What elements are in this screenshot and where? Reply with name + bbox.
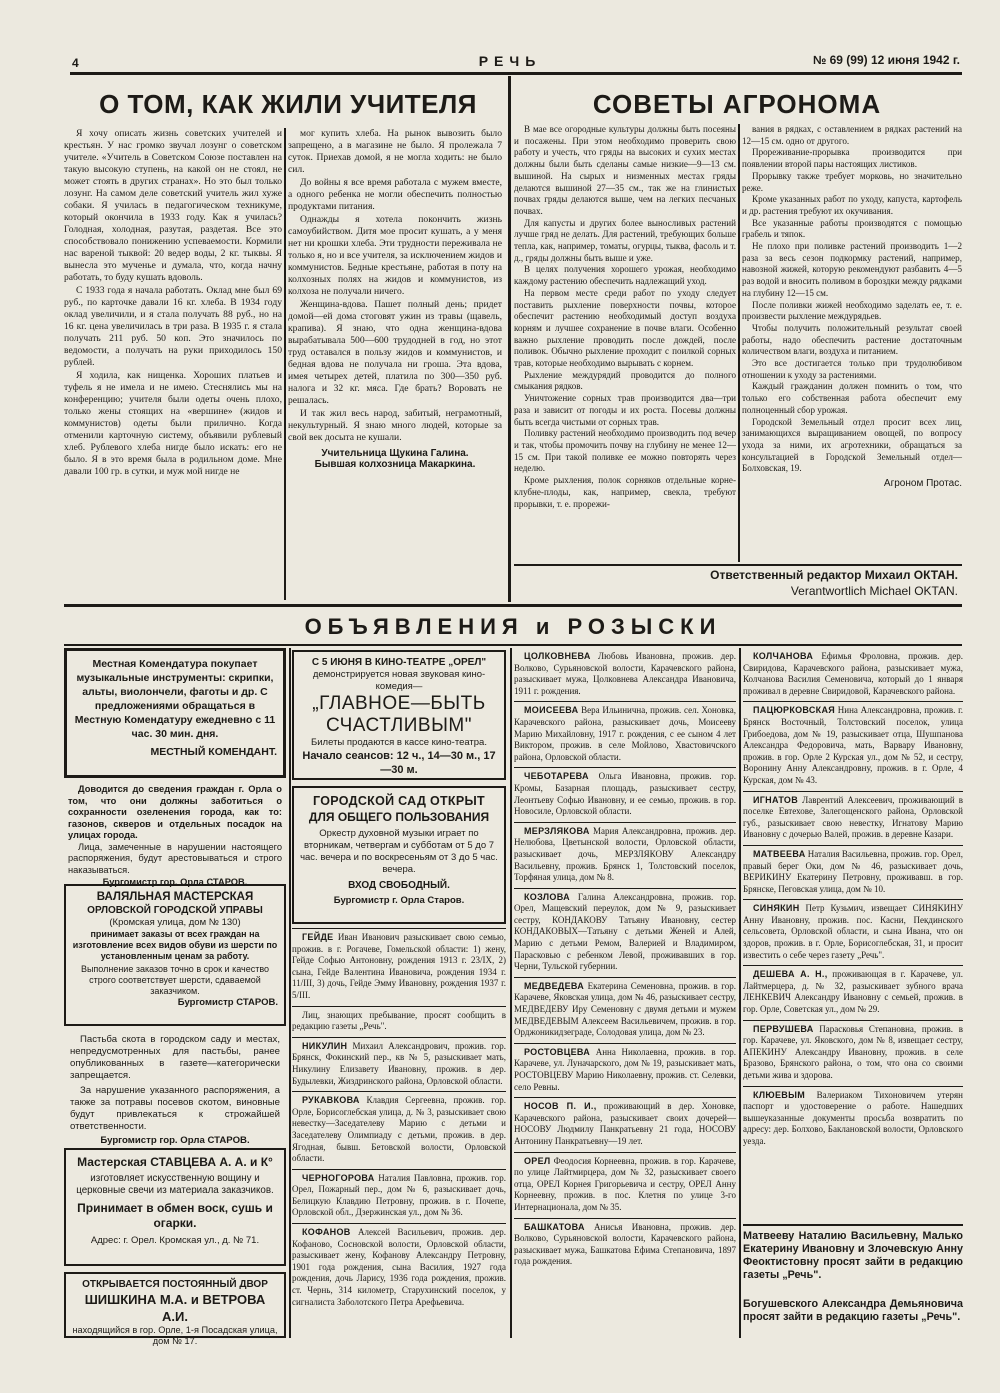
paragraph: вания в рядках, с оставлением в рядках растений на 12—15 см. одно от другого. (742, 124, 962, 146)
entry-name: ОРЕЛ (524, 1155, 551, 1166)
sad-ad (292, 786, 506, 924)
ad-signature: МЕСТНЫЙ КОМЕНДАНТ. (150, 746, 277, 758)
ad-title: ДЛЯ ОБЩЕГО ПОЛЬЗОВАНИЯ (308, 810, 490, 824)
entry-text: Любовь Ивановна, прожив. дер. Волково, Сурьяновской волости, Карачевского района, разыскивает мужа, Цолковнева Александра Ивановича, 1911 г. рождения. (514, 651, 736, 696)
ad-address: Адрес: г. Орел. Кромская ул., д. № 71. (90, 1235, 260, 1246)
ad-address: находящийся в гор. Орле, 1-я Посадская улица, дом № 17. (72, 1325, 278, 1346)
entry-name: ПАЦЮРКОВСКАЯ (753, 705, 836, 716)
entry-name: МОИСЕЕВА (524, 705, 579, 716)
notice-signature: Бургомистр гор. Орла СТАРОВ. (102, 877, 248, 887)
search-entry (292, 1038, 506, 1092)
entry-name: ЦОЛКОВНЕВА (524, 651, 591, 661)
ad-title: ШИШКИНА М.А. и ВЕТРОВА А.И. (84, 1292, 266, 1324)
ad-title: ГОРОДСКОЙ САД ОТКРЫТ (313, 794, 485, 808)
stavtsev-ad (64, 1148, 286, 1266)
entry-name: МЕДВЕДЕВА (524, 980, 585, 991)
call-to-redaction-2: Богушевского Александра Демьяновича просят зайти в редакцию газеты „Речь". (743, 1298, 963, 1323)
search-entry (514, 1219, 736, 1272)
entry-text: Мария Александровна, прожив. дер. Нелюбова, Цветынской волости, Орловской области, разыскивает дочь, МЕРЗЛЯКОВУ Александру Васильевну, прожив. Брянск 1, Толстовский поселок, Торфяная улица, дом № 8. (514, 825, 737, 883)
ad-text: демонстрируется новая звуковая кино-комедия— (312, 669, 486, 692)
entry-text: Нина Александровна, прожив. г. Брянск Восточный, Толстовский поселок, улица Грибоедова, дом № 19, разыскивает отца, Шушпанова Александра Федоровича, мать, Варвару Ивановну, прожив. в гор. Орле 2 Курская ул., дом № 52, и сестру, Воронину Анну Александровну, прожив. в г. Орле, 4 Курская, дом № 43. (743, 705, 964, 785)
article2-col1 (514, 124, 736, 564)
entry-text: Валериаком Тихоновичем утерян паспорт и удостоверение о работе. Нашедших вышеуказанные документы просьба возвратить по адресу: дер. Болхово, Баклановской волости, Орловского уезда. (743, 1089, 964, 1146)
signature: Агроном Протас. (883, 478, 962, 490)
paragraph: На первом месте среди работ по уходу следует поставить рыхление поверхности почвы, которое обеспечит растению необходимый доступ воздуха корням и лучшее сохранение в почве влаги. Особенно важно рыхление проводить после дождей, после поливок. Обычно рыхление проходит с поилкой сорных трав, которые необходимо вырывать с корнем. (514, 287, 736, 369)
entry-name: КОЗЛОВА (524, 891, 570, 902)
paragraph: И так жил весь народ, забитый, неграмотный, некультурный. Я знаю много людей, которые за свой век досыта не кушали. (288, 408, 502, 443)
search-entry (292, 1092, 506, 1170)
search-entry (743, 900, 963, 966)
notice-signature: Бургомистр гор. Орла СТАРОВ. (100, 1135, 250, 1146)
entry-name: ПЕРВУШЕВА (753, 1023, 814, 1034)
paragraph: Я ходила, как нищенка. Хороших платьев и туфель я не имела и не имею. Стеснялись мы на конференцию; учителя были одеты очень плохо, только жены стоящих на «вершине» (жидов и коммунистов) одеты были прилично. Когда отменили карточную систему, объявили рублевый хлеб. Рублевого хлеба нигде было искать: его не было. Я в это время была в родильном доме. Мне давали 100 гр. в сутки, и муж мой нигде не (64, 370, 282, 477)
page-number: 4 (72, 56, 79, 70)
paragraph: Кроме рыхления, полок сорняков отдельные корне-клубне-плоды, как, например, свекла, требуют прорывки, т. е. прорежи- (514, 475, 736, 509)
ad-text: Начало сеансов: 12 ч., 14—30 м., 17—30 м. (302, 750, 496, 776)
editor-name: Ответственный редактор Михаил ОКТАН. (710, 568, 958, 582)
entry-text: Наталия Павловна, прожив. гор. Орел, Пожарный пер., дом № 6, разыскивает дочь, Белицкую Клавдию Петровну, прожив. в г. Почепе, Орловской обл., Дзержинская ул., дом № 36. (292, 1172, 506, 1218)
paragraph: Все указанные работы производятся с помощью грабель и тяпок. (742, 217, 962, 240)
search-entry (292, 1224, 506, 1312)
paragraph: Кроме указанных работ по уходу, капуста, картофель и др. растения требуют их окучивания. (742, 194, 962, 216)
komendatura-ad (64, 648, 286, 778)
column-rule (510, 648, 512, 1338)
notice-text: За нарушение указанного распоряжения, а также за потравы посевов скотом, виновные будут привлекаться к строжайшей ответственности. (70, 1085, 280, 1132)
search-entry (292, 1007, 506, 1038)
entry-text: Михаил Александрович, прожив. гор. Брянск, Фокинский пер., кв № 5, разыскивает мать, Никулину Елизавету Ивановну, прожив. в дер. Будылевки, Жиздринского района, Орловской области. (292, 1040, 506, 1086)
column-rule (738, 124, 740, 562)
section-rule (743, 1224, 963, 1226)
entry-name: НИКУЛИН (302, 1040, 348, 1051)
column-rule (284, 128, 286, 600)
ad-text: изготовляет искусственную вощину и церковные свечи из материала заказчиков. (76, 1173, 274, 1196)
entry-text: Алексей Васильевич, прожив. дер. Кофаново, Сосновской волости, Орловской области, разыскивает жену, Кофанову Александру Петровну, 1901 года рождения, сына Василия, 1927 года рождения, дочь Ларису, 1936 года рождения, прожив. ст. Чернь, 314 километр, Старухинский поселок, у сигналиста Заболотского Петра Арефьевича. (292, 1227, 506, 1307)
search-entry (743, 792, 963, 846)
ad-text: Выполнение заказов точно в срок и качество строго соответствует шерсти, сдаваемой заказчиком. (80, 964, 270, 996)
searches-col3 (514, 648, 736, 1338)
dvor-ad (64, 1272, 286, 1346)
valyal-ad (64, 884, 286, 1026)
paper-title: РЕЧЬ (478, 53, 542, 69)
notice-grazing (64, 1034, 286, 1146)
article1-title: О ТОМ, КАК ЖИЛИ УЧИТЕЛЯ (99, 89, 477, 119)
film-title: „ГЛАВНОЕ—БЫТЬ (312, 693, 486, 714)
signature: Учительница Щукина Галина. (321, 448, 469, 459)
paragraph: Чтобы получить положительный результат своей работы, надо обеспечить растение достаточным количеством влаги, воздуха и питанием. (742, 322, 962, 357)
ad-text: Билеты продаются в кассе кино-театра. (311, 737, 487, 748)
entry-text: Екатерина Семеновна, прожив. в гор. Карачеве, Яковская улица, дом № 46, разыскивает сестру, МЕДВЕДЕВУ Иру Семеновну с двумя детьми и мужем МЕДВЕДЕВЫМ Алексеем Васильевичем, прожив. в гор. Орджоникидзеграде, Солодовая улица, дом № 23. (514, 980, 737, 1038)
ad-text: ВХОД СВОБОДНЫЙ. (348, 880, 450, 891)
ad-text: Местная Комендатура покупает музыкальные инструменты: скрипки, альты, виолончели, фаготы и др. С предложениями обращаться в Местную Комендатуру ежедневно с 11 час. 30 мин. дня. (74, 658, 276, 740)
entry-text: Парасковья Степановна, прожив. в гор. Карачеве, ул. Яковского, дом № 8, извещает сестру, АПЕКИНУ Александру Ивановну, прожив. в селе Бразово, Брянского района, о том, что она со своими детьми жива и здорова. (743, 1023, 963, 1080)
entry-text: Галина Александровна, прожив. гор. Орел, Мащевский переулок, дом № 9, разыскивает сестру, КОНДАКОВУ Татьяну Ивановну, сестер КОНДАКОВЫХ—Татьяну с детьми Женей и Алей, Марию с детьми Ремом, Валерией и Владимиром, Парасковью с ребенком Левой, проживавших в гор. Черни, Тульской губернии. (514, 891, 736, 972)
notice-greenery (64, 784, 286, 887)
search-entry (514, 1153, 736, 1219)
paragraph: Прорывку также требует морковь, но значительно реже. (742, 170, 962, 193)
ad-text: С 5 ИЮНЯ В КИНО-ТЕАТРЕ „ОРЕЛ" (311, 657, 487, 668)
entry-text: Наталия Васильевна, прожив. гор. Орел, правый берег Оки, дом № 46, разыскивает дочь, ВЕРИКИНУ Екатерину Петровну, проживавш. в гор. Брянске, Пеговская улица, дом № 10. (743, 848, 963, 894)
ad-text: принимает заказы от всех граждан на изготовление всех видов обуви из шерсти по установленным ценам за работу. (72, 929, 278, 961)
ad-title: ОТКРЫВАЕТСЯ ПОСТОЯННЫЙ ДВОР (82, 1279, 268, 1290)
paragraph: Это все достигается только при трудолюбивом отношении к уходу за растениями. (742, 358, 962, 380)
ad-signature: Бургомистр СТАРОВ. (177, 997, 278, 1008)
search-entry (514, 648, 736, 702)
search-entry (514, 1044, 736, 1098)
ad-signature: Бургомистр г. Орла Старов. (333, 895, 465, 906)
ads-banner: ОБЪЯВЛЕНИЯ и РОЗЫСКИ (304, 614, 722, 639)
search-entry (514, 889, 736, 978)
entry-text: Ефимья Фроловна, прожив. дер. Свиридова, Карачевского района, разыскивает мужа, Колчанова Василия Семеновича, который до 1 января проживал в деревне Свиридовой, Карачевского района. (743, 651, 963, 696)
paragraph: Для капусты и других более выносливых растений лучше гряд не делать. Для растений, требующих больше тепла, как, например, томаты, огурцы, тыква, фасоль и т. д., гряды должны быть выше и уже. (514, 217, 736, 263)
ad-subtitle: ОРЛОВСКОЙ ГОРОДСКОЙ УПРАВЫ (87, 905, 263, 916)
editor-name-german: Verantwortlich Michael OKTAN. (790, 584, 958, 598)
paragraph: Я хочу описать жизнь советских учителей и крестьян. У нас громко звучал лозунг о советском учителе. «Учитель в Советском Союзе поставлен на такую высокую ступень, на какой он не стоял, не может стоять в других странах». Но это был только лозунг. На самом деле советский учитель жил хуже собаки. Я училась в педагогическом техникуме, который окончила в 1933 году. Как я училась? Голодная, холодная, разутая, раздетая. Все это способствовало понижению успеваемости. Кормили нас вареной тыквой: 20 ведер воды, 2 кг. тыквы. Я вынесла это мученье и думала, что, когда начну работать, то буду кушать вдоволь. (64, 128, 282, 283)
search-entry (743, 966, 963, 1020)
entry-text: Клавдия Сергеевна, прожив. гор. Орле, Борисоглебская улица, д. № 3, разыскивает свою невестку—Заседателеву Марию с детьми и Заседателеву Олимпиаду с детьми, прожив. в дер. Ягодная, бывш. Бетовской волости, Орловской области. (292, 1095, 507, 1164)
search-entry (743, 648, 963, 702)
entry-name: ДЕШЕВА А. Н., (753, 969, 828, 980)
search-entry (514, 702, 736, 768)
notice-text: Пастьба скота в городском саду и местах, непредусмотренных для пастьбы, ранее опубликованных в газете—категорически запрещается. (70, 1034, 280, 1081)
paragraph: В мае все огородные культуры должны быть посеяны и посажены. При этом необходимо проверить свою работу и учесть, что гряды на высоких и сухих местах должны были быть сделаны самые низкие—9—13 см. вышиной. На сырых и низменных местах гряды делаются вышиной 27—35 см., так же на глинистых почвах гряды делаются выше, чем на легких песчаных почвах. (514, 124, 736, 216)
paragraph: Однажды я хотела покончить жизнь самоубийством. Дитя мое просит кушать, а у меня нет ни крошки хлеба. Эти трудности переживала не только я, но и все учителя, за исключением жидов и коммунистов. Бедные крестьяне, работая в поту на колхозных полях на жидов и коммунистов, из колхоза не получали ничего. (288, 214, 502, 297)
entry-name: БАШКАТОВА (524, 1221, 585, 1232)
ad-address: (Кромская улица, дом № 130) (109, 917, 241, 928)
search-entry (743, 702, 963, 791)
search-entry (743, 1021, 963, 1087)
search-entry (743, 1087, 963, 1152)
paragraph: Каждый гражданин должен помнить о том, что только его собственная работа обеспечит ему полноценный сбор урожая. (742, 381, 962, 415)
editor-rule (514, 564, 962, 566)
entry-name: МАТВЕЕВА (753, 848, 806, 859)
article-divider (508, 76, 511, 602)
paragraph: До войны я все время работала с мужем вместе, а одного ребенка не могли обеспечить полностью продуктами питания. (288, 177, 502, 212)
section-rule (64, 604, 962, 607)
entry-text: проживающая в г. Карачеве, ул. Лайтмерцера, д. № 32, разыскивает зубного врача ЛЕНКЕВИЧ Александру Ивановну с семьей, прожив. в гор. Орле, Советская ул., дом № 29. (743, 969, 963, 1015)
article2-col2 (742, 124, 962, 564)
entry-name: МЕРЗЛЯКОВА (524, 825, 590, 836)
search-entry (514, 768, 736, 822)
entry-name: РУКАВКОВА (302, 1095, 360, 1106)
searches-col4 (743, 648, 963, 1222)
paragraph: Поливку растений необходимо производить под вечер и так, чтобы промочить почву на глубину не менее 12—15 см. При такой поливке ее можно повторять через неделю. (514, 428, 736, 474)
ad-title: Мастерская СТАВЦЕВА А. А. и К° (77, 1155, 273, 1169)
entry-text: Лиц, знающих пребывание, просят сообщить в редакцию газеты „Речь". (292, 1009, 506, 1032)
searches-col2 (292, 928, 506, 1338)
ad-title: ВАЛЯЛЬНАЯ МАСТЕРСКАЯ (96, 891, 254, 903)
entry-text: Петр Кузьмич, извещает СИНЯКИНУ Анну Ивановну, прожив. пос. Касни, Пекдинского сельсовета, Орловской области, и сына Ивана, что он здоров, прожив. в г. Орле, Борисоглебская, 31, и просит известить о себе через газету „Речь". (743, 903, 964, 960)
entry-text: Лаврентий Алексеевич, проживающий в поселке Евтехове, Залегощенского района, Орловской губ., разыскивает свою невестку, Игнатову Марию Ивановну с дочерью Валей, прожив. в деревне Казари. (743, 794, 963, 840)
entry-name: ЧЕБОТАРЕВА (524, 771, 589, 782)
notice-text: Доводится до сведения граждан г. Орла о том, что они должны заботиться о сохранности озеленения города, как то: газонов, скверов и отдельных посадок на улицах города. (68, 784, 282, 840)
issue-date: № 69 (99) 12 июня 1942 г. (812, 53, 960, 67)
film-title: СЧАСТЛИВЫМ" (326, 715, 472, 736)
article1-col2 (288, 128, 502, 602)
search-entry (514, 978, 736, 1044)
entry-name: ЧЕРНОГОРОВА (302, 1172, 375, 1183)
paragraph: После поливки жижей необходимо заделать ее, т. е. произвести рыхление междурядьев. (742, 299, 962, 322)
paragraph: Городской Земельный отдел просит всех лиц, занимающихся выращиванием овощей, по вопросу ухода за ними, их агротехники, обращаться за консультацией в Городской Земельный отдел—Болховская, 19. (742, 416, 962, 474)
article1-col1 (64, 128, 282, 602)
paragraph: Уничтожение сорных трав производится два—три раза и зависит от погоды и их роста. Посевы должны быть всегда чистыми от сорных трав. (514, 393, 736, 427)
entry-name: РОСТОВЦЕВА (524, 1046, 591, 1057)
paragraph: Женщина-вдова. Пашет полный день; придет домой—ей дома стоговят ужин из травы (щавель, крапива). Я знаю, что одна женщина-вдова вырабатывала 500—600 трудодней в год, но этот труд оставался в пользу жидов и коммунистов, и бедная вдова не получала ни гроша. Эта вдова, имея четырех детей, платила по 300—350 руб. налога и 32 кг. мяса. Где брать? Воровать не решалась. (288, 299, 502, 406)
ad-text: Принимает в обмен воск, сушь и огарки. (77, 1201, 273, 1230)
ad-text: Оркестр духовной музыки играет по вторникам, четвергам и субботам от 5 до 7 час. вечера и по воскресеньям от 3 до 5 час. вечера. (300, 828, 498, 875)
column-rule (739, 648, 741, 1338)
article2-title: СОВЕТЫ АГРОНОМА (592, 89, 882, 119)
entry-text: Анисья Ивановна, прожив. дер. Волково, Сурьяновской волости, Карачевского района, разыскивает мужа, Башкатова Ефима Степановича, 1897 года рождения. (514, 1221, 736, 1267)
paragraph: С 1933 года я начала работать. Оклад мне был 69 руб., по карточке давали 16 кг. хлеба. В 1934 году оклад увеличили, и я стала получать 88 руб., но на 16 кг. цена увеличилась в три раза. В 1935 г. я стала получать 211 руб. 50 коп. Это значилось по ведомости, а получать на руки приходилось 150 рублей. (64, 285, 282, 368)
paragraph: В целях получения хорошего урожая, необходимо каждому растению обеспечить надлежащий уход. (514, 264, 736, 287)
entry-text: Ольга Ивановна, прожив. гор. Кромы, Базарная площадь, разыскивает сестру, Леонтьеву Софью Ивановну, и ее семью, прожив. в гор. Новосиле, Орловской области. (514, 771, 736, 817)
entry-name: КЛЮЕВЫМ (753, 1089, 805, 1100)
search-entry (514, 1098, 736, 1152)
search-entry (743, 846, 963, 900)
notice-text: Лица, замеченные в нарушении настоящего распоряжения, будут арестовываться и строго наказываться. (68, 841, 282, 875)
column-rule (289, 648, 291, 1338)
entry-name: НОСОВ П. И., (524, 1101, 597, 1112)
signature: Бывшая колхозница Макаркина. (314, 459, 476, 470)
entry-text: Феодосия Корнеевна, прожив. в гор. Карачеве, по улице Лайтмирцера, дом № 32, разыскивает своего отца, ОРЕЛ Корнея Григорьевича и сестру, ОРЕЛ Анну Корнеевну, прожив. в пос. Клетня по улице 3-го Интернационала, дом № 35. (514, 1155, 737, 1212)
search-entry (292, 1170, 506, 1224)
entry-text: проживающий в дер. Хоновке, Карачевского района, разыскивает своих дочерей—НОСОВУ Людмилу Панкратьевну 21 года, НОСОВУ Антонину Панкратьевну—19 лет. (514, 1101, 736, 1146)
entry-name: КОЛЧАНОВА (753, 651, 814, 661)
entry-text: Анна Николаевна, прожив. в гор. Карачеве, ул. Луначарского, дом № 19, разыскивает мать, РОСТОВЦЕВУ Марию Николаевну, прожив. ст. Селевки, село Ревны. (514, 1046, 737, 1092)
search-entry (514, 823, 736, 889)
paragraph: Не плохо при поливке растений производить 1—2 раза за весь сезон подкормку растений, например, навозной жижей, которую рекомендуют разбавить 4—5 раз водой и вносить поливом в бороздки между рядками на глубину 12—15 см. (742, 241, 962, 298)
kino-ad (292, 650, 506, 780)
entry-text: Вера Ильинична, прожив. сел. Хоновка, Карачевского района, разыскивает дочь, Моисееву Марию Михайловну, 1917 г. рождения, с ее сыном 4 лет Виктором, прожив. в селе Мойлово, Хвастовичского района, Орловской области. (514, 705, 736, 762)
section-rule (64, 644, 962, 646)
entry-name: ИГНАТОВ (753, 794, 798, 805)
call-to-redaction-1: Матвееву Наталию Васильевну, Малько Екатерину Ивановну и Злочевскую Анну Феоктистовну просят зайти в редакцию газеты „Речь". (743, 1230, 963, 1281)
paragraph: Прореживание-прорывка производится при появлении второй пары настоящих листиков. (742, 147, 962, 170)
search-entry (292, 929, 506, 1007)
entry-text: Иван Иванович разыскивает свою семью, прожив. в г. Рогачеве, Гомельской области: 1) жену, Гейде Софью Антоновну, рождения 1913 г. 23/IX, 2) сына, Гейде Валентина Ивановича, рождения 1934 г. 11/III, 3) дочь, Гейде Эмму Ивановну, рождения 1937 г. 5/III. (292, 932, 507, 1000)
entry-name: КОФАНОВ (302, 1227, 351, 1238)
entry-name: ГЕЙДЕ (302, 932, 334, 942)
entry-name: СИНЯКИН (753, 903, 800, 914)
paragraph: мог купить хлеба. На рынок вывозить было запрещено, а в магазине не было. Я пролежала 7 суток. Приехав домой, я не могла ходить: не было сил. (288, 128, 502, 175)
masthead-rule (70, 72, 962, 75)
paragraph: Рыхление междурядий проводится до полного смыкания рядков. (514, 369, 736, 392)
